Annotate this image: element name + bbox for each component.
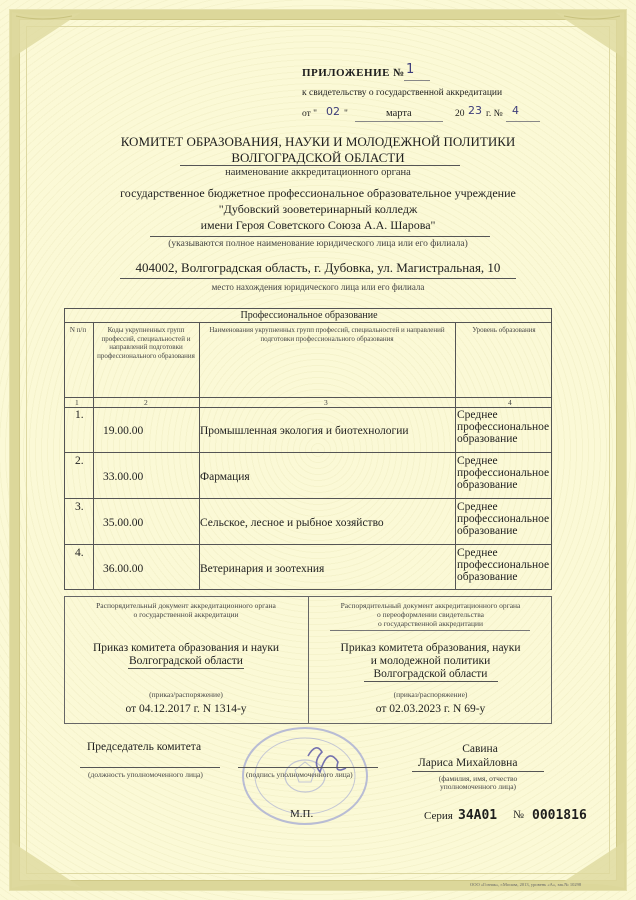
organization-line2: "Дубовский зооветеринарный колледж	[218, 202, 418, 216]
row-number: 4.	[75, 547, 84, 559]
right-order-type-caption: (приказ/распоряжение)	[393, 690, 468, 699]
name-caption: уполномоченного лица)	[439, 782, 517, 791]
certificate-reference: к свидетельству о государственной аккредитации	[302, 88, 503, 98]
row-code: 35.00.00	[103, 517, 144, 529]
date-day: 02	[326, 105, 340, 118]
right-order-date-number: от 02.03.2023 г. N 69-у	[375, 703, 486, 715]
left-order-type-caption: (приказ/распоряжение)	[149, 690, 223, 699]
row-level: образование	[457, 433, 518, 445]
signature-underline	[238, 767, 378, 768]
row-level: профессиональное	[457, 513, 550, 525]
date-day-close: "	[344, 109, 348, 119]
appendix-number-line	[404, 80, 430, 81]
table-divider	[65, 407, 551, 408]
row-code: 33.00.00	[103, 471, 144, 483]
row-number: 1.	[75, 409, 84, 421]
row-code: 19.00.00	[103, 425, 144, 437]
row-name: Ветеринария и зоотехния	[200, 563, 325, 575]
appendix-label: ПРИЛОЖЕНИЕ №	[302, 67, 405, 79]
authority-name-line2: ВОЛГОГРАДСКОЙ ОБЛАСТИ	[231, 150, 405, 165]
column-number: 2	[144, 398, 148, 407]
table-divider	[65, 322, 551, 323]
number-label: №	[513, 809, 524, 821]
right-order-document: Волгоградской области	[373, 668, 488, 680]
date-month: марта	[386, 108, 412, 119]
table-divider	[65, 397, 551, 398]
date-from-label: от "	[302, 109, 318, 119]
cert-number: 4	[512, 104, 519, 117]
row-level: профессиональное	[457, 467, 550, 479]
corner-ornament-icon	[554, 12, 624, 58]
table-divider	[199, 322, 200, 589]
corner-ornament-icon	[12, 842, 82, 888]
row-number: 3.	[75, 501, 84, 513]
row-level: образование	[457, 479, 518, 491]
signature-caption: (подпись уполномоченного лица)	[246, 770, 353, 779]
table-divider	[93, 322, 94, 589]
row-code: 36.00.00	[103, 563, 144, 575]
position-underline	[80, 767, 220, 768]
organization-line3: имени Героя Советского Союза А.А. Шарова"	[200, 218, 436, 232]
left-order-underline	[128, 668, 244, 669]
row-name: Промышленная экология и биотехнологии	[200, 425, 409, 437]
address-caption: место нахождения юридического лица или его филиала	[211, 282, 425, 292]
address-underline	[120, 278, 516, 279]
right-order-caption: Распорядительный документ аккредитационного органа	[340, 601, 521, 610]
row-level: образование	[457, 571, 518, 583]
authority-caption: наименование аккредитационного органа	[225, 167, 411, 178]
authority-underline	[180, 165, 460, 166]
row-level: профессиональное	[457, 559, 550, 571]
month-line	[355, 121, 443, 122]
authority-name-line1: КОМИТЕТ ОБРАЗОВАНИЯ, НАУКИ И МОЛОДЕЖНОЙ ПОЛИТИКИ	[120, 134, 516, 149]
organization-caption: (указываются полное наименование юридического лица или его филиала)	[168, 239, 468, 249]
signatory-surname: Савина	[462, 743, 498, 755]
date-year-prefix: 20	[455, 109, 465, 119]
right-order-caption: о переоформлении свидетельства	[377, 610, 484, 619]
position-caption: (должность уполномоченного лица)	[88, 770, 203, 779]
row-level: Среднее	[457, 455, 498, 467]
row-level: Среднее	[457, 547, 498, 559]
date-year-suffix: 23	[468, 104, 482, 117]
organization-line1: государственное бюджетное профессиональное образовательное учреждение	[120, 186, 516, 200]
left-order-date-number: от 04.12.2017 г. N 1314-у	[125, 703, 247, 715]
table-divider	[65, 452, 551, 453]
corner-ornament-icon	[12, 12, 82, 58]
row-level: Среднее	[457, 409, 498, 421]
table-section-title: Профессиональное образование	[240, 310, 378, 321]
series-value: 34А01	[458, 808, 498, 823]
right-order-document: и молодежной политики	[370, 655, 491, 667]
blank-number: 0001816	[532, 808, 587, 823]
table-header-level: Уровень образования	[472, 326, 536, 334]
table-header-name: Наименования укрупненных групп профессий, специальностей и направлений подготовки профессионального образования	[209, 326, 445, 343]
cert-number-line	[506, 121, 540, 122]
name-underline	[412, 771, 544, 772]
right-order-document: Приказ комитета образования, науки	[340, 642, 521, 654]
table-divider	[65, 498, 551, 499]
name-caption: (фамилия, имя, отчество	[438, 774, 518, 783]
right-order-underline	[364, 681, 498, 682]
signatory-position: Председатель комитета	[87, 741, 202, 753]
appendix-number: 1	[406, 62, 415, 77]
left-order-document: Приказ комитета образования и науки	[92, 642, 280, 654]
column-number: 4	[508, 398, 512, 407]
organization-underline	[150, 236, 490, 237]
stamp-placeholder: М.П.	[290, 808, 314, 820]
column-number: 1	[75, 398, 79, 407]
right-order-caption-line	[330, 630, 530, 631]
table-header-number: N п/п	[69, 326, 87, 334]
row-name: Сельское, лесное и рыбное хозяйство	[200, 517, 384, 529]
table-divider	[455, 322, 456, 589]
table-header-code: Коды укрупненных групп профессий, специальностей и направлений подготовки профессионального образования	[97, 326, 195, 360]
column-number: 3	[324, 398, 328, 407]
row-level: образование	[457, 525, 518, 537]
row-level: профессиональное	[457, 421, 550, 433]
printer-note: ООО «Гознак», г.Москва, 2013, уровень «А», зак.№ 10298	[470, 882, 582, 887]
right-order-caption: о государственной аккредитации	[377, 619, 484, 628]
signatory-name: Лариса Михайловна	[418, 757, 518, 769]
left-order-caption: о государственной аккредитации	[133, 610, 239, 619]
series-label: Серия	[424, 810, 453, 822]
cert-number-label: г. №	[486, 109, 503, 119]
row-name: Фармация	[200, 471, 250, 483]
row-number: 2.	[75, 455, 84, 467]
table-divider	[65, 544, 551, 545]
address-value: 404002, Волгоградская область, г. Дубовка, ул. Магистральная, 10	[135, 260, 501, 275]
left-order-caption: Распорядительный документ аккредитационного органа	[96, 601, 276, 610]
row-level: Среднее	[457, 501, 498, 513]
left-order-document: Волгоградской области	[129, 655, 243, 667]
